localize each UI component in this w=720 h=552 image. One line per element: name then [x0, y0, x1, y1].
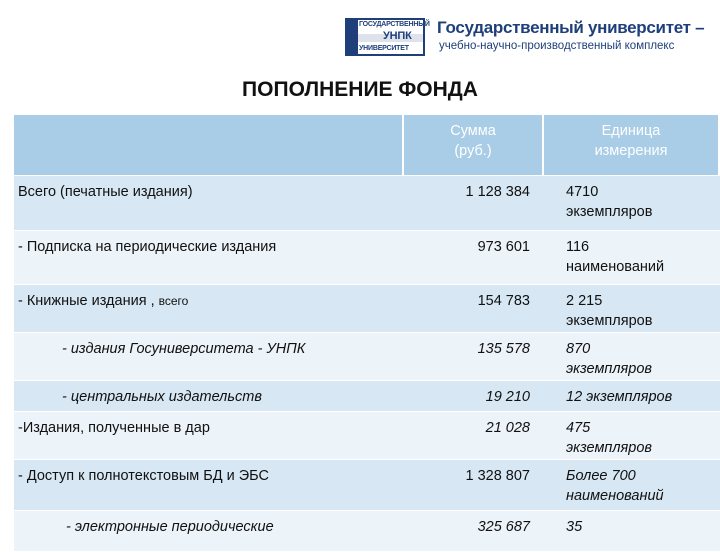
row-unit — [544, 333, 720, 380]
row-unit — [544, 231, 720, 284]
row-unit-line2: наименований — [566, 259, 665, 275]
table-row — [14, 231, 720, 285]
row-name-small: всего — [158, 294, 189, 308]
row-unit-line1: 475 — [566, 420, 591, 436]
row-sum: 1 128 384 — [465, 184, 530, 200]
row-unit-line1: 116 — [566, 239, 590, 255]
row-name — [14, 285, 404, 332]
page-title: ПОПОЛНЕНИЕ ФОНДА — [242, 78, 478, 101]
row-sum: 325 687 — [477, 519, 530, 535]
row-sum: 19 210 — [485, 389, 530, 405]
row-unit-line2: экземпляров — [566, 313, 653, 329]
header-unit-line2: измерения — [594, 143, 668, 159]
row-name: - Подписка на периодические издания — [18, 239, 277, 255]
university-logo — [345, 18, 715, 58]
header-unit-line1: Единица — [601, 123, 661, 139]
header-sum-line2: (руб.) — [454, 143, 492, 159]
row-unit-line2: экземпляров — [566, 361, 652, 377]
row-unit — [544, 176, 720, 230]
logo-small-line2: УНПК — [383, 30, 412, 42]
header-empty-cell — [14, 115, 404, 175]
row-unit-line1: 870 — [566, 341, 591, 357]
row-unit-line1: 35 — [566, 519, 583, 535]
row-name: - центральных издательств — [62, 389, 262, 405]
header-sum — [404, 115, 544, 175]
row-sum: 973 601 — [477, 239, 530, 255]
row-unit-line2: экземпляров — [566, 204, 653, 220]
fund-table — [14, 115, 720, 552]
table-header-row — [14, 115, 720, 176]
logo-small-line3: УНИВЕРСИТЕТ — [359, 45, 409, 52]
row-unit-line1: Более 700 — [566, 468, 636, 484]
row-unit-line1: 4710 — [566, 184, 599, 200]
row-name: Всего (печатные издания) — [18, 184, 193, 200]
logo-subtitle: учебно-научно-производственный комплекс — [439, 40, 675, 52]
table-row — [14, 381, 720, 412]
row-name: - издания Госуниверситета - УНПК — [62, 341, 306, 357]
logo-title: Государственный университет – — [437, 18, 705, 37]
row-sum: 1 328 807 — [465, 468, 530, 484]
row-unit — [544, 412, 720, 459]
row-unit — [544, 460, 720, 510]
table-row — [14, 511, 720, 552]
table-row — [14, 412, 720, 460]
header-unit — [544, 115, 720, 175]
header-sum-line1: Сумма — [450, 123, 496, 139]
row-unit — [544, 381, 720, 411]
table-row — [14, 176, 720, 231]
row-name: -Издания, полученные в дар — [18, 420, 210, 436]
row-sum: 154 783 — [477, 293, 530, 309]
row-name-text: - Книжные издания , — [18, 293, 155, 309]
row-name: - электронные периодические — [66, 519, 274, 535]
logo-small-line1: ГОСУДАРСТВЕННЫЙ — [359, 21, 430, 28]
row-unit-line2: экземпляров — [566, 440, 652, 456]
row-unit-line1: 2 215 — [566, 293, 603, 309]
row-name: - Доступ к полнотекстовым БД и ЭБС — [18, 468, 269, 484]
row-sum: 135 578 — [477, 341, 530, 357]
table-row — [14, 333, 720, 381]
row-unit-line1: 12 экземпляров — [566, 389, 673, 405]
row-unit — [544, 511, 720, 551]
row-sum: 21 028 — [485, 420, 530, 436]
table-row — [14, 460, 720, 511]
row-unit-line2: наименований — [566, 488, 664, 504]
table-row — [14, 285, 720, 333]
row-unit — [544, 285, 720, 332]
